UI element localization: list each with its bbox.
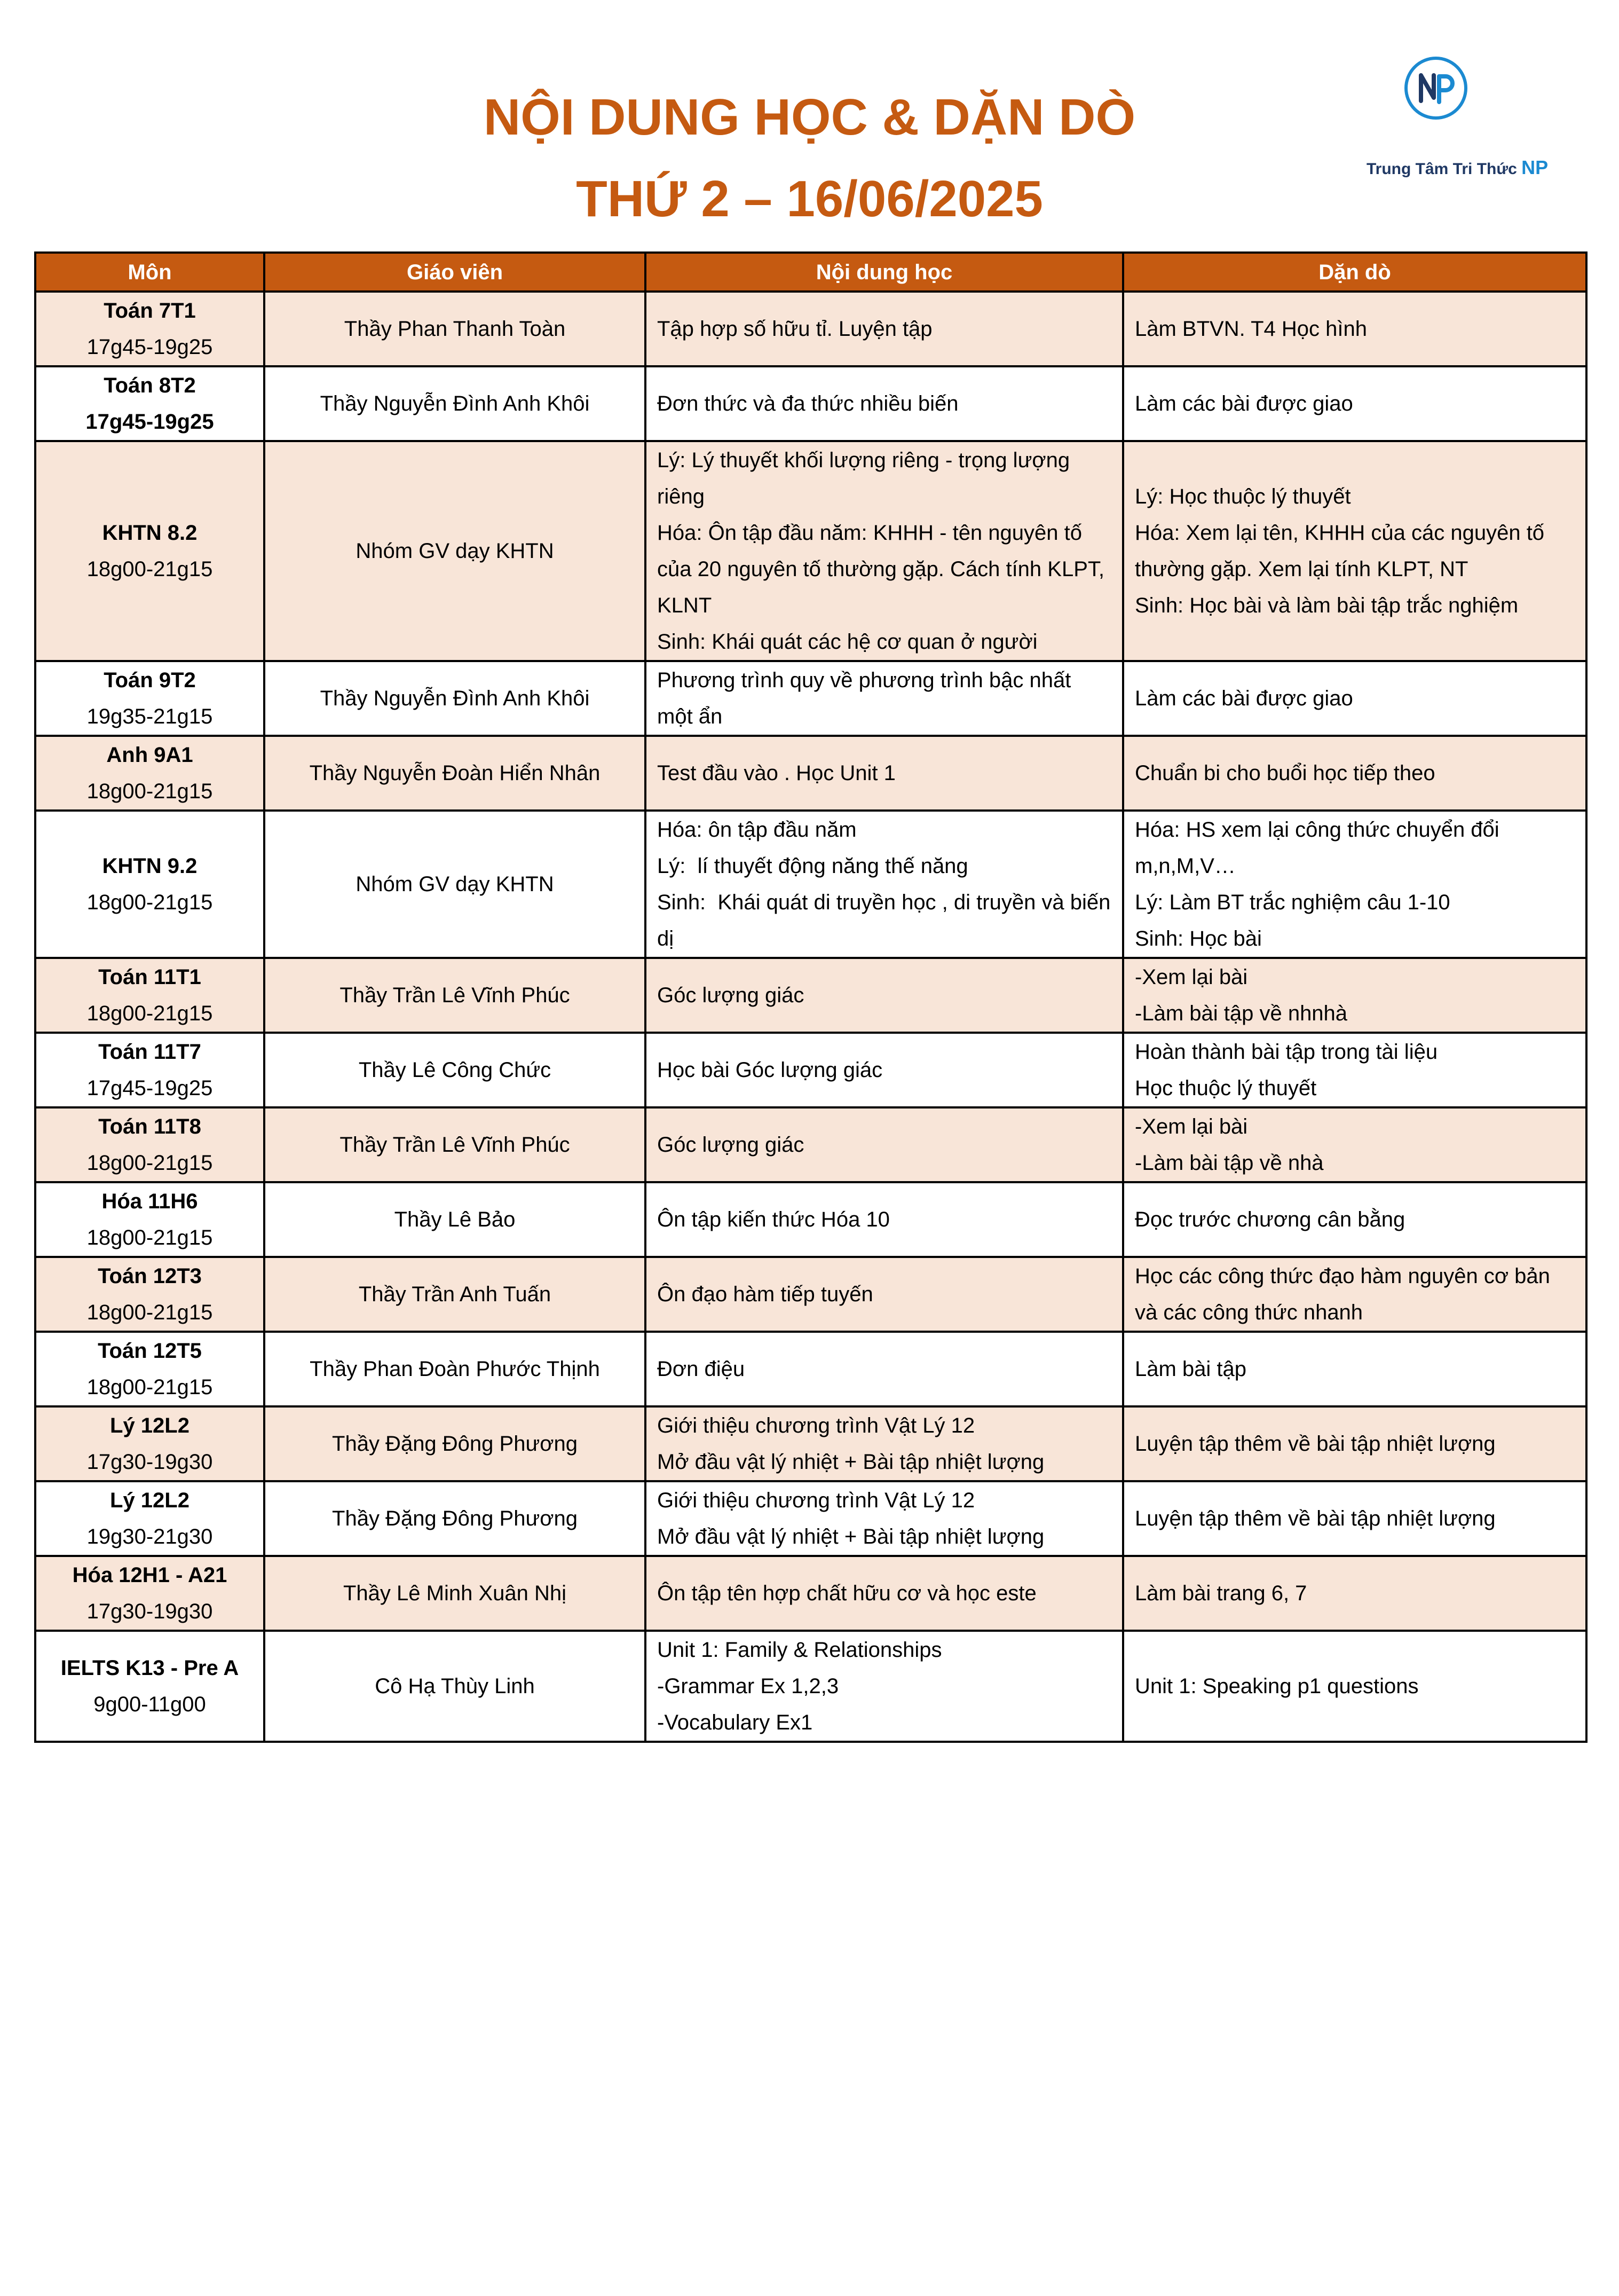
table-row	[35, 1033, 1586, 1107]
logo	[1367, 51, 1549, 184]
header-mon: Môn	[35, 253, 264, 292]
dan-do-line: Làm các bài được giao	[1135, 687, 1353, 710]
cell-teacher: Thầy Nguyễn Đình Anh Khôi	[264, 366, 645, 441]
cell-noi-dung	[645, 1033, 1123, 1107]
dan-do-line: Học các công thức đạo hàm nguyên cơ bản và các công thức nhanh	[1135, 1264, 1557, 1324]
schedule-table	[34, 251, 1588, 1743]
class-name: Hóa 12H1 - A21	[72, 1563, 227, 1587]
dan-do-line: -Xem lại bài	[1135, 965, 1248, 989]
cell-mon	[35, 736, 264, 811]
cell-mon	[35, 1107, 264, 1182]
noi-dung-line: Góc lượng giác	[657, 1133, 804, 1157]
cell-noi-dung	[645, 661, 1123, 736]
cell-mon	[35, 1631, 264, 1742]
cell-mon	[35, 1556, 264, 1631]
cell-mon	[35, 1332, 264, 1406]
table-row	[35, 1107, 1586, 1182]
noi-dung-line: Sinh: Khái quát các hệ cơ quan ở người	[657, 630, 1038, 654]
cell-mon	[35, 1406, 264, 1481]
cell-dan-do	[1123, 1481, 1586, 1556]
np-logo-icon	[1403, 55, 1469, 121]
noi-dung-line: Lý: Lý thuyết khối lượng riêng - trọng lượng riêng	[657, 449, 1076, 508]
cell-noi-dung	[645, 811, 1123, 958]
dan-do-line: Luyện tập thêm về bài tập nhiệt lượng	[1135, 1432, 1496, 1456]
cell-dan-do	[1123, 366, 1586, 441]
noi-dung-line: Ôn tập tên hợp chất hữu cơ và học este	[657, 1582, 1037, 1605]
class-time: 18g00-21g15	[86, 1301, 213, 1324]
class-name: Toán 11T1	[98, 965, 201, 989]
noi-dung-line: Ôn tập kiến thức Hóa 10	[657, 1208, 890, 1231]
cell-noi-dung	[645, 292, 1123, 366]
dan-do-line: Hóa: HS xem lại công thức chuyển đổi m,n,M,V…	[1135, 818, 1505, 878]
class-time: 18g00-21g15	[86, 1151, 213, 1175]
class-time: 19g30-21g30	[86, 1525, 213, 1548]
cell-teacher: Thầy Lê Bảo	[264, 1182, 645, 1257]
dan-do-line: Luyện tập thêm về bài tập nhiệt lượng	[1135, 1507, 1496, 1530]
cell-teacher: Thầy Trần Lê Vĩnh Phúc	[264, 958, 645, 1033]
class-name: KHTN 8.2	[102, 521, 198, 545]
cell-mon	[35, 661, 264, 736]
table-row	[35, 1481, 1586, 1556]
header-giao-vien: Giáo viên	[264, 253, 645, 292]
dan-do-line: Làm các bài được giao	[1135, 392, 1353, 415]
table-header-row	[35, 253, 1586, 292]
noi-dung-line: Test đầu vào . Học Unit 1	[657, 761, 896, 785]
table-row	[35, 1257, 1586, 1332]
cell-dan-do	[1123, 1332, 1586, 1406]
cell-teacher: Thầy Trần Lê Vĩnh Phúc	[264, 1107, 645, 1182]
cell-mon	[35, 366, 264, 441]
cell-dan-do	[1123, 958, 1586, 1033]
class-time: 18g00-21g15	[86, 1002, 213, 1025]
cell-teacher: Thầy Trần Anh Tuấn	[264, 1257, 645, 1332]
noi-dung-line: Hóa: Ôn tập đầu năm: KHHH - tên nguyên tố của 20 nguyên tố thường gặp. Cách tính KLPT, KLNT	[657, 521, 1111, 617]
table-body	[35, 292, 1586, 1742]
table-row	[35, 1631, 1586, 1742]
cell-teacher: Thầy Đặng Đông Phương	[264, 1406, 645, 1481]
table-row	[35, 736, 1586, 811]
cell-mon	[35, 1182, 264, 1257]
class-name: Toán 8T2	[104, 374, 196, 397]
table-row	[35, 1182, 1586, 1257]
noi-dung-line: Lý: lí thuyết động năng thế năng	[657, 854, 968, 878]
logo-text: Trung Tâm Tri Thức NP	[1367, 156, 1549, 178]
cell-mon	[35, 1481, 264, 1556]
class-time: 18g00-21g15	[86, 1226, 213, 1249]
cell-dan-do	[1123, 811, 1586, 958]
cell-mon	[35, 292, 264, 366]
cell-teacher: Nhóm GV dạy KHTN	[264, 811, 645, 958]
cell-dan-do	[1123, 441, 1586, 661]
noi-dung-line: -Grammar Ex 1,2,3	[657, 1674, 839, 1698]
table-row	[35, 1332, 1586, 1406]
header-dan-do: Dặn dò	[1123, 253, 1586, 292]
cell-noi-dung	[645, 1481, 1123, 1556]
dan-do-line: Làm BTVN. T4 Học hình	[1135, 317, 1367, 341]
cell-dan-do	[1123, 1257, 1586, 1332]
noi-dung-line: Giới thiệu chương trình Vật Lý 12	[657, 1414, 975, 1437]
table-row	[35, 811, 1586, 958]
dan-do-line: Lý: Làm BT trắc nghiệm câu 1-10	[1135, 891, 1450, 914]
noi-dung-line: Sinh: Khái quát di truyền học , di truyền và biến dị	[657, 891, 1117, 950]
dan-do-line: Hóa: Xem lại tên, KHHH của các nguyên tố thường gặp. Xem lại tính KLPT, NT	[1135, 521, 1551, 581]
dan-do-line: Làm bài tập	[1135, 1357, 1247, 1381]
table-row	[35, 1556, 1586, 1631]
table-row	[35, 958, 1586, 1033]
table-row	[35, 366, 1586, 441]
cell-dan-do	[1123, 1631, 1586, 1742]
cell-noi-dung	[645, 441, 1123, 661]
cell-teacher: Nhóm GV dạy KHTN	[264, 441, 645, 661]
dan-do-line: Chuẩn bi cho buổi học tiếp theo	[1135, 761, 1435, 785]
cell-noi-dung	[645, 1332, 1123, 1406]
page-title: NỘI DUNG HỌC & DẶN DÒ	[483, 89, 1136, 146]
class-time: 17g45-19g25	[86, 1076, 213, 1100]
dan-do-line: Unit 1: Speaking p1 questions	[1135, 1674, 1419, 1698]
cell-mon	[35, 1033, 264, 1107]
cell-mon	[35, 1257, 264, 1332]
cell-teacher: Cô Hạ Thùy Linh	[264, 1631, 645, 1742]
noi-dung-line: Tập hợp số hữu tỉ. Luyện tập	[657, 317, 933, 341]
class-time: 19g35-21g15	[86, 705, 213, 728]
cell-dan-do	[1123, 661, 1586, 736]
cell-teacher: Thầy Nguyễn Đoàn Hiển Nhân	[264, 736, 645, 811]
header-noi-dung: Nội dung học	[645, 253, 1123, 292]
cell-dan-do	[1123, 736, 1586, 811]
dan-do-line: -Làm bài tập về nhnhà	[1135, 1002, 1348, 1025]
class-name: KHTN 9.2	[102, 854, 198, 878]
noi-dung-line: Đơn điệu	[657, 1357, 745, 1381]
noi-dung-line: Mở đầu vật lý nhiệt + Bài tập nhiệt lượng	[657, 1525, 1045, 1548]
cell-teacher: Thầy Lê Minh Xuân Nhị	[264, 1556, 645, 1631]
cell-dan-do	[1123, 292, 1586, 366]
cell-teacher: Thầy Phan Đoàn Phước Thịnh	[264, 1332, 645, 1406]
noi-dung-line: Góc lượng giác	[657, 984, 804, 1007]
dan-do-line: Lý: Học thuộc lý thuyết	[1135, 485, 1351, 508]
noi-dung-line: Hóa: ôn tập đầu năm	[657, 818, 857, 842]
cell-noi-dung	[645, 1556, 1123, 1631]
class-name: Anh 9A1	[106, 743, 193, 767]
noi-dung-line: Phương trình quy về phương trình bậc nhất một ẩn	[657, 669, 1077, 728]
dan-do-line: Học thuộc lý thuyết	[1135, 1076, 1317, 1100]
cell-teacher: Thầy Phan Thanh Toàn	[264, 292, 645, 366]
dan-do-line: -Xem lại bài	[1135, 1115, 1248, 1138]
dan-do-line: Hoàn thành bài tập trong tài liệu	[1135, 1040, 1438, 1064]
class-time: 18g00-21g15	[86, 1375, 213, 1399]
dan-do-line: Làm bài trang 6, 7	[1135, 1582, 1307, 1605]
dan-do-line: Đọc trước chương cân bằng	[1135, 1208, 1405, 1231]
noi-dung-line: Giới thiệu chương trình Vật Lý 12	[657, 1489, 975, 1512]
noi-dung-line: Đơn thức và đa thức nhiều biến	[657, 392, 959, 415]
class-name: Toán 11T7	[98, 1040, 201, 1064]
cell-dan-do	[1123, 1107, 1586, 1182]
cell-noi-dung	[645, 366, 1123, 441]
dan-do-line: -Làm bài tập về nhà	[1135, 1151, 1324, 1175]
noi-dung-line: Unit 1: Family & Relationships	[657, 1638, 942, 1662]
class-name: Lý 12L2	[110, 1414, 189, 1437]
cell-mon	[35, 441, 264, 661]
page-date: THỨ 2 – 16/06/2025	[576, 170, 1043, 227]
table-row	[35, 1406, 1586, 1481]
noi-dung-line: Học bài Góc lượng giác	[657, 1058, 883, 1082]
class-name: Toán 12T3	[98, 1264, 202, 1288]
noi-dung-line: Mở đầu vật lý nhiệt + Bài tập nhiệt lượng	[657, 1450, 1045, 1474]
cell-teacher: Thầy Nguyễn Đình Anh Khôi	[264, 661, 645, 736]
class-time: 17g45-19g25	[85, 410, 214, 434]
class-name: Hóa 11H6	[101, 1190, 198, 1213]
cell-dan-do	[1123, 1556, 1586, 1631]
cell-dan-do	[1123, 1033, 1586, 1107]
class-name: Lý 12L2	[110, 1489, 189, 1512]
cell-mon	[35, 811, 264, 958]
class-name: Toán 11T8	[98, 1115, 201, 1138]
cell-noi-dung	[645, 958, 1123, 1033]
table-row	[35, 441, 1586, 661]
table-row	[35, 292, 1586, 366]
cell-noi-dung	[645, 1406, 1123, 1481]
class-time: 18g00-21g15	[86, 780, 213, 803]
class-name: Toán 9T2	[104, 669, 196, 692]
cell-noi-dung	[645, 1631, 1123, 1742]
class-time: 17g30-19g30	[86, 1450, 213, 1474]
cell-teacher: Thầy Lê Công Chức	[264, 1033, 645, 1107]
cell-noi-dung	[645, 1107, 1123, 1182]
class-time: 17g30-19g30	[86, 1600, 213, 1623]
class-name: Toán 7T1	[104, 299, 196, 323]
cell-noi-dung	[645, 1257, 1123, 1332]
class-time: 9g00-11g00	[93, 1693, 206, 1716]
cell-mon	[35, 958, 264, 1033]
class-time: 18g00-21g15	[86, 557, 213, 581]
class-time: 17g45-19g25	[86, 335, 213, 359]
class-time: 18g00-21g15	[86, 891, 213, 914]
noi-dung-line: Ôn đạo hàm tiếp tuyến	[657, 1283, 873, 1306]
cell-dan-do	[1123, 1182, 1586, 1257]
cell-noi-dung	[645, 1182, 1123, 1257]
class-name: IELTS K13 - Pre A	[60, 1656, 239, 1680]
dan-do-line: Sinh: Học bài và làm bài tập trắc nghiệm	[1135, 594, 1519, 617]
cell-noi-dung	[645, 736, 1123, 811]
noi-dung-line: -Vocabulary Ex1	[657, 1711, 813, 1734]
class-name: Toán 12T5	[98, 1339, 202, 1363]
dan-do-line: Sinh: Học bài	[1135, 927, 1262, 950]
cell-teacher: Thầy Đặng Đông Phương	[264, 1481, 645, 1556]
table-row	[35, 661, 1586, 736]
cell-dan-do	[1123, 1406, 1586, 1481]
